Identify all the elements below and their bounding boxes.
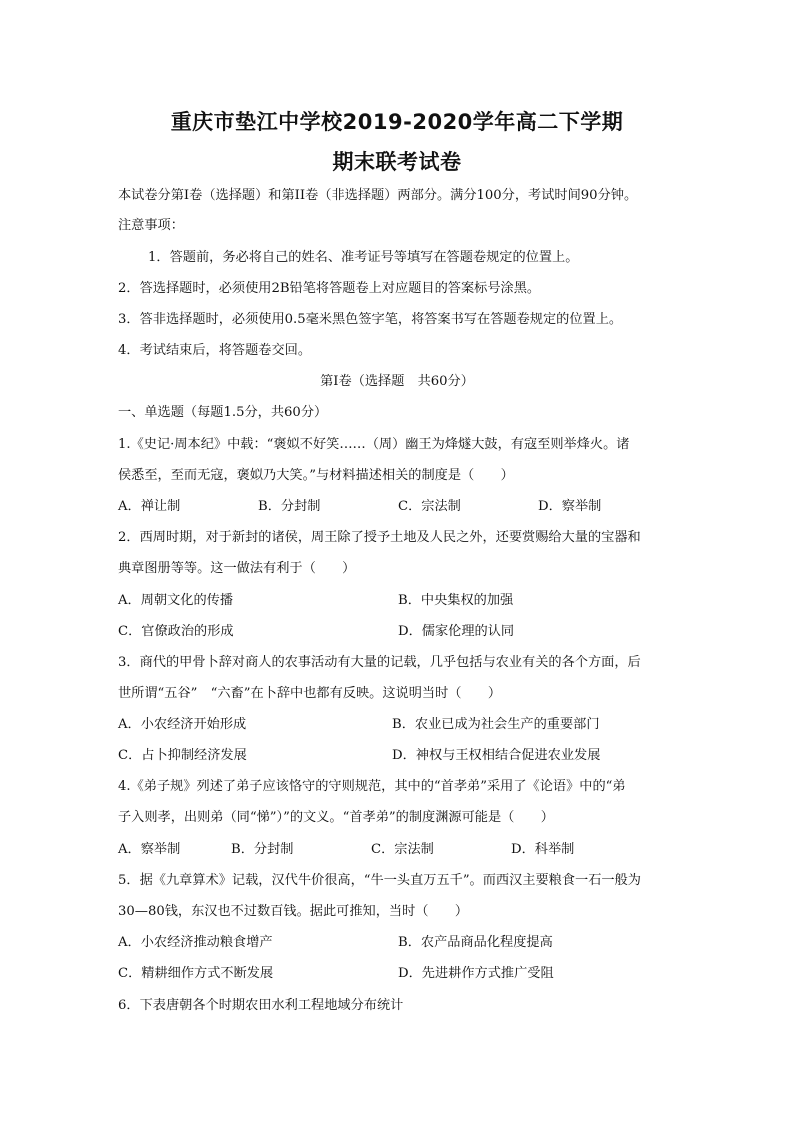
q3-option-a[interactable]: A．小农经济开始形成 <box>118 717 247 732</box>
q5-option-d[interactable]: D．先进耕作方式推广受阻 <box>398 966 554 981</box>
q4-option-b[interactable]: B．分封制 <box>231 842 294 857</box>
q1-option-b[interactable]: B．分封制 <box>258 499 321 514</box>
q5-option-b[interactable]: B．农产品商品化程度提高 <box>398 935 553 950</box>
q3-option-c[interactable]: C．占卜抑制经济发展 <box>118 748 247 763</box>
question-3-line-1: 3．商代的甲骨卜辞对商人的农事活动有大量的记载，几乎包括与农业有关的各个方面，后 <box>118 655 641 670</box>
q3-option-d[interactable]: D．神权与王权相结合促进农业发展 <box>392 748 601 763</box>
question-5-line-2: 30—80钱，东汉也不过数百钱。据此可推知，当时（ ） <box>118 904 469 919</box>
question-5-line-1: 5．据《九章算术》记载，汉代牛价很高，“牛一头直万五千”。而西汉主要粮食一石一般为 <box>118 873 641 888</box>
notes-heading: 注意事项： <box>118 218 184 233</box>
q4-option-a[interactable]: A．察举制 <box>118 842 181 857</box>
q2-option-d[interactable]: D．儒家伦理的认同 <box>398 624 515 639</box>
title-line-1: 重庆市垫江中学校2019-2020学年高二下学期 <box>170 110 624 134</box>
question-3-line-2: 世所谓“五谷” “六畜”在卜辞中也都有反映。这说明当时（ ） <box>118 686 502 701</box>
q5-option-c[interactable]: C．精耕细作方式不断发展 <box>118 966 274 981</box>
q2-option-a[interactable]: A．周朝文化的传播 <box>118 593 234 608</box>
note-1: 1．答题前，务必将自己的姓名、准考证号等填写在答题卷规定的位置上。 <box>148 250 579 265</box>
question-1-line-2: 侯悉至，至而无寇，褒姒乃大笑。”与材料描述相关的制度是（ ） <box>118 468 514 483</box>
q1-option-a[interactable]: A．禅让制 <box>118 499 181 514</box>
q5-option-a[interactable]: A．小农经济推动粮食增产 <box>118 935 273 950</box>
intro-text: 本试卷分第Ⅰ卷（选择题）和第II卷（非选择题）两部分。满分100分，考试时间90分钟。 <box>118 188 638 203</box>
note-2: 2．答选择题时，必须使用2B铅笔将答题卷上对应题目的答案标号涂黑。 <box>118 281 541 296</box>
question-2-line-2: 典章图册等等。这一做法有利于（ ） <box>118 561 356 576</box>
question-4-line-2: 子入则孝，出则弟（同“悌”）”的文义。“首孝弟”的制度渊源可能是（ ） <box>118 810 554 825</box>
q1-option-c[interactable]: C．宗法制 <box>398 499 461 514</box>
q3-option-b[interactable]: B．农业已成为社会生产的重要部门 <box>392 717 600 732</box>
q4-option-c[interactable]: C．宗法制 <box>371 842 434 857</box>
title-line-2: 期末联考试卷 <box>332 150 462 174</box>
q2-option-c[interactable]: C．官僚政治的形成 <box>118 624 234 639</box>
question-2-line-1: 2．西周时期，对于新封的诸侯，周王除了授予土地及人民之外，还要赏赐给大量的宝器和 <box>118 530 641 545</box>
note-4: 4．考试结束后，将答题卷交回。 <box>118 343 312 358</box>
question-1-line-1: 1.《史记·周本纪》中载：“褒姒不好笑……（周）幽王为烽燧大鼓，有寇至则举烽火。诸 <box>118 437 630 452</box>
note-3: 3．答非选择题时，必须使用0.5毫米黑色签字笔，将答案书写在答题卷规定的位置上。 <box>118 312 623 327</box>
question-4-line-1: 4.《弟子规》列述了弟子应该恪守的守则规范，其中的“首孝弟”采用了《论语》中的“弟 <box>118 779 626 794</box>
section-title: 第Ⅰ卷（选择题 共60分） <box>320 374 474 389</box>
part-heading: 一、单选题（每题1.5分，共60分） <box>118 405 328 420</box>
question-6-line-1: 6．下表唐朝各个时期农田水利工程地域分布统计 <box>118 998 404 1013</box>
q4-option-d[interactable]: D．科举制 <box>511 842 575 857</box>
q2-option-b[interactable]: B．中央集权的加强 <box>398 593 514 608</box>
q1-option-d[interactable]: D．察举制 <box>538 499 602 514</box>
